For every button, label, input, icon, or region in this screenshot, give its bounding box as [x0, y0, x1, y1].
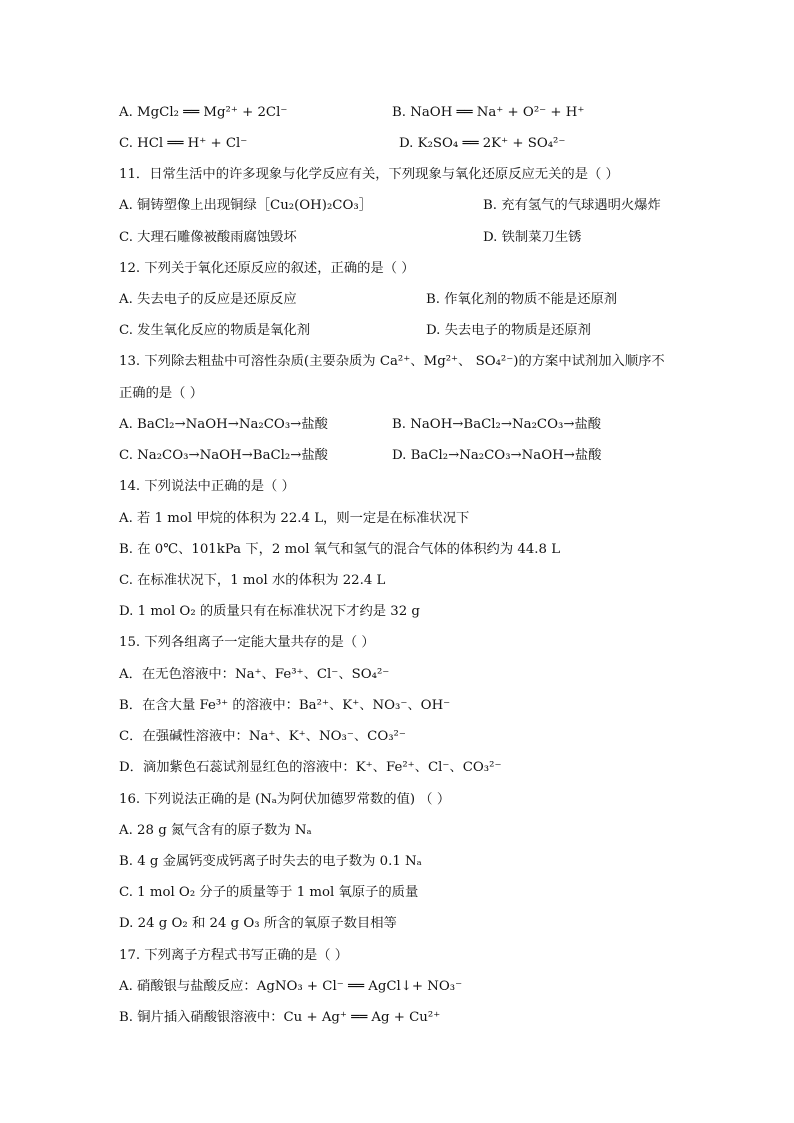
question-13-line-1: 13. 下列除去粗盐中可溶性杂质(主要杂质为 Ca²⁺、Mg²⁺、 SO₄²⁻)的方案中试剂加入顺序不 — [119, 354, 665, 369]
question-12-option-a: A. 失去电子的反应是还原反应 — [119, 292, 297, 307]
question-12-option-b: B. 作氧化剂的物质不能是还原剂 — [426, 292, 618, 307]
question-14-option-d: D. 1 mol O₂ 的质量只有在标准状况下才约是 32 g — [119, 604, 420, 619]
question-11-option-b: B. 充有氢气的气球遇明火爆炸 — [483, 198, 661, 213]
option-a-mgcl2: A. MgCl₂ ══ Mg²⁺ + 2Cl⁻ — [119, 105, 288, 120]
question-11: 11．日常生活中的许多现象与化学反应有关，下列现象与氧化还原反应无关的是（ ） — [119, 167, 619, 182]
question-17-option-a: A. 硝酸银与盐酸反应：AgNO₃ + Cl⁻ ══ AgCl↓+ NO₃⁻ — [119, 979, 463, 994]
question-15-option-c: C．在强碱性溶液中：Na⁺、K⁺、NO₃⁻、CO₃²⁻ — [119, 729, 406, 744]
question-17-option-b: B. 铜片插入硝酸银溶液中：Cu + Ag⁺ ══ Ag + Cu²⁺ — [119, 1010, 441, 1025]
question-13-option-b: B. NaOH→BaCl₂→Na₂CO₃→盐酸 — [392, 417, 602, 432]
question-17: 17. 下列离子方程式书写正确的是（ ） — [119, 948, 349, 963]
question-15-option-a: A．在无色溶液中：Na⁺、Fe³⁺、Cl⁻、SO₄²⁻ — [119, 667, 390, 682]
question-16-option-b: B. 4 g 金属钙变成钙离子时失去的电子数为 0.1 Nₐ — [119, 854, 422, 869]
question-12-option-d: D. 失去电子的物质是还原剂 — [426, 323, 591, 338]
option-d-k2so4: D. K₂SO₄ ══ 2K⁺ + SO₄²⁻ — [399, 136, 566, 151]
question-11-option-d: D. 铁制菜刀生锈 — [483, 230, 582, 245]
question-12-option-c: C. 发生氧化反应的物质是氧化剂 — [119, 323, 311, 338]
question-15-option-d: D．滴加紫色石蕊试剂显红色的溶液中：K⁺、Fe²⁺、Cl⁻、CO₃²⁻ — [119, 760, 502, 775]
question-16-option-c: C. 1 mol O₂ 分子的质量等于 1 mol 氧原子的质量 — [119, 885, 419, 900]
question-13-line-2: 正确的是（ ） — [119, 386, 204, 401]
question-11-option-c: C. 大理石雕像被酸雨腐蚀毁坏 — [119, 230, 297, 245]
question-16: 16. 下列说法正确的是 (Nₐ为阿伏加德罗常数的值) （ ） — [119, 792, 451, 807]
question-16-option-d: D. 24 g O₂ 和 24 g O₃ 所含的氧原子数目相等 — [119, 916, 397, 931]
question-11-option-a: A. 铜铸塑像上出现铜绿［Cu₂(OH)₂CO₃］ — [119, 198, 372, 213]
question-14-option-c: C. 在标准状况下，1 mol 水的体积为 22.4 L — [119, 573, 386, 588]
question-14: 14. 下列说法中正确的是（ ） — [119, 479, 295, 494]
question-15: 15. 下列各组离子一定能大量共存的是（ ） — [119, 635, 375, 650]
question-15-option-b: B．在含大量 Fe³⁺ 的溶液中：Ba²⁺、K⁺、NO₃⁻、OH⁻ — [119, 698, 451, 713]
question-13-option-a: A. BaCl₂→NaOH→Na₂CO₃→盐酸 — [119, 417, 328, 432]
question-14-option-b: B. 在 0℃、101kPa 下，2 mol 氧气和氢气的混合气体的体积约为 44.8 L — [119, 542, 561, 557]
option-c-hcl: C. HCl ══ H⁺ + Cl⁻ — [119, 136, 248, 151]
option-b-naoh: B. NaOH ══ Na⁺ + O²⁻ + H⁺ — [392, 105, 585, 120]
question-13-option-c: C. Na₂CO₃→NaOH→BaCl₂→盐酸 — [119, 448, 328, 463]
question-16-option-a: A. 28 g 氮气含有的原子数为 Nₐ — [119, 823, 312, 838]
question-13-option-d: D. BaCl₂→Na₂CO₃→NaOH→盐酸 — [392, 448, 602, 463]
question-12: 12. 下列关于氧化还原反应的叙述，正确的是（ ） — [119, 261, 415, 276]
question-14-option-a: A. 若 1 mol 甲烷的体积为 22.4 L，则一定是在标准状况下 — [119, 511, 470, 526]
